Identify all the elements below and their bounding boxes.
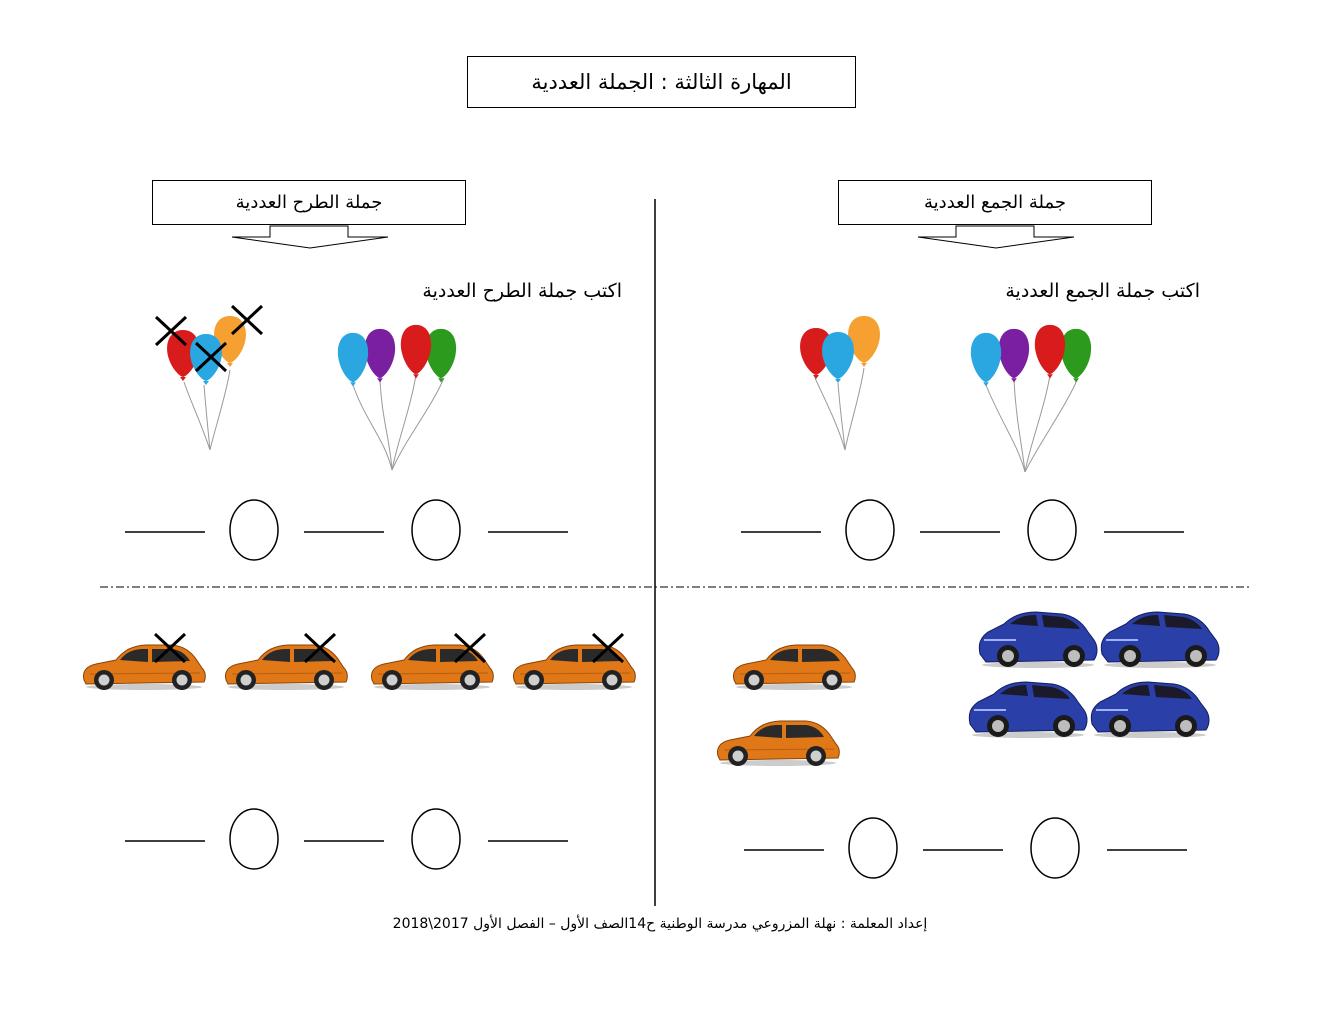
subtraction-balloon-group xyxy=(338,325,456,470)
balloon-icon xyxy=(365,329,395,383)
addition-balloon-group-three xyxy=(800,316,880,450)
orange-car-icon xyxy=(734,645,856,690)
addition-blue-suv-group xyxy=(969,612,1219,738)
balloon-icon xyxy=(971,333,1001,387)
subtraction-header-arrow xyxy=(232,226,388,248)
addition-balloon-group-four xyxy=(971,325,1091,472)
balloon-icon xyxy=(1061,329,1091,383)
answer-row-subtraction-cars[interactable] xyxy=(125,809,568,869)
subtraction-crossed-balloons xyxy=(156,306,262,450)
blue-suv-icon xyxy=(1091,682,1209,738)
answer-row-addition-balloons[interactable] xyxy=(741,500,1184,560)
balloon-icon xyxy=(822,332,854,383)
subtraction-car-group xyxy=(84,634,636,690)
blue-suv-icon xyxy=(1101,612,1219,668)
addition-header: جملة الجمع العددية xyxy=(838,180,1152,225)
balloon-icon xyxy=(401,325,431,379)
orange-car-icon xyxy=(84,645,206,690)
orange-car-icon xyxy=(514,645,636,690)
answer-row-subtraction-balloons[interactable] xyxy=(125,500,568,560)
orange-car-icon xyxy=(718,721,840,766)
addition-header-arrow xyxy=(918,226,1074,248)
subtraction-header: جملة الطرح العددية xyxy=(152,180,466,225)
addition-orange-car-group xyxy=(718,645,856,766)
footer-credit: إعداد المعلمة : نهلة المزروعي مدرسة الوطنية ح14الصف الأول – الفصل الأول 2017\2018 xyxy=(392,916,928,932)
balloon-icon xyxy=(426,329,456,383)
balloon-icon xyxy=(190,334,222,385)
answer-row-addition-cars[interactable] xyxy=(744,818,1187,878)
page-title-text: المهارة الثالثة : الجملة العددية xyxy=(531,70,792,94)
balloon-icon xyxy=(848,316,880,367)
balloon-icon xyxy=(338,333,368,387)
addition-instruction: اكتب جملة الجمع العددية xyxy=(1005,280,1200,302)
balloon-icon xyxy=(999,329,1029,383)
subtraction-instruction: اكتب جملة الطرح العددية xyxy=(422,280,622,302)
balloon-icon xyxy=(1035,325,1065,379)
blue-suv-icon xyxy=(969,682,1087,738)
blue-suv-icon xyxy=(979,612,1097,668)
orange-car-icon xyxy=(226,645,348,690)
